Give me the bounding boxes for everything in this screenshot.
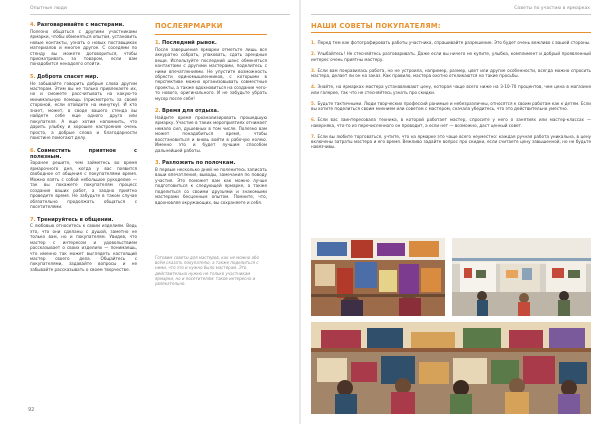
section-number: 2.	[155, 108, 161, 115]
section-number: 5.	[30, 73, 36, 80]
fair-stand-photo	[311, 238, 445, 316]
section-title: Тренируйтесь в общении.	[36, 216, 114, 223]
section-number: 6.	[30, 147, 36, 154]
section-title: Разложить по полочкам.	[161, 160, 236, 167]
section-title: Время для отдыха.	[161, 108, 219, 115]
tips-rule	[311, 32, 591, 33]
fair-stand-photo-graphic	[311, 238, 445, 316]
tip-text: Если вам понравилась работа, но не устроила, например, размер, цвет или другие особенности, всегда можно спросить мастера, делает ли он на заказ. Как правило, мастера охотно откликаются на такие просьбы.	[311, 67, 591, 78]
tip-item	[311, 134, 591, 150]
tips-list	[311, 40, 591, 156]
header-rule	[30, 14, 290, 15]
tip-text: Перед тем как фотографировать работы участника, спрашивайте разрешение. Это будет очень вежливо с вашей стороны.	[317, 40, 591, 45]
section-body: Заранее решите, чем займетесь во время ярмарочного дня, когда у вас появится свободное от общения с покупателями время. Можно взять с собой небольшое рукоделие — так вы покажете покупателям процесс создания ваших работ, а заодно приятно проведете время. Не забудьте в таком случае обязательно продолжать общаться с посетителями.	[30, 160, 137, 210]
main-column	[30, 22, 137, 279]
sidebar-rule	[155, 34, 267, 35]
left-page	[0, 0, 299, 424]
section-body: Найдите время проанализировать прошедшую ярмарку. Участие в таких мероприятиях отнимает немало сил, душевных в том числе. Полезно вам может понадобиться время, чтобы восстановиться и вновь войти в рабочую колею. Именно это и будет лучшим способом дальнейшей работы.	[155, 114, 267, 153]
tip-text: Если вы любите торговаться, учтите, что на ярмарке это чаще всего неуместно: каждая ручная работа уникальна, в цену включены затраты мастера и его время. Вежливо задайте вопрос про скидки, если считаете цену завышенной, но не будьте навязчивы.	[311, 133, 591, 150]
header-rule	[311, 14, 591, 15]
right-page	[301, 0, 600, 424]
tip-number: 7.	[311, 133, 316, 139]
section	[30, 148, 137, 210]
running-head: Советы по участию в ярмарках	[514, 6, 590, 11]
section	[155, 40, 267, 101]
section-number: 1.	[155, 40, 161, 46]
section-title: Доброта спасет мир.	[36, 73, 99, 80]
section-title: Совместить приятное с полезным.	[30, 147, 137, 160]
fair-crowd-photo-graphic	[311, 322, 591, 414]
photo-caption: Готовим советы для мастеров, как не можно обо всём сказать покупателю, а также поделиться с ними, что это и нужно было мастерам. Это действительно нужно не только участникам ярмарки, но и посетителям: такое интересно и увлекательно.	[155, 255, 259, 287]
fair-hall-photo-graphic	[452, 238, 591, 316]
section-body: С любовью относитесь к своим изделиям. Ведь это, что они сделаны с душой, заметно не только вам, но и покупателям. Увидев, что мастер с интересом и удовольствием рассказывает о своих изделиях — понимаешь, что именно так может выглядеть настоящий мастер своего дела. Общайтесь с покупателями, задавайте вопросы и не забывайте рассказывать о своем творчестве.	[30, 223, 137, 272]
tips-title: НАШИ СОВЕТЫ ПОКУПАТЕЛЯМ:	[311, 22, 441, 30]
tip-item	[311, 51, 591, 62]
tip-text: Если вас заинтересовала техника, в которой работает мастер, спросите у него о занятиях или мастер-классах — наверняка, что-то из перечисленного он проводит, а если нет — возможно, даст ценный совет.	[311, 117, 591, 128]
section	[155, 160, 267, 205]
tip-text: Будьте тактичными. Люди творческих профессий ранимые и небезразличны, относятся к своим работам как к детям. Если вы хотите поделиться своим мнением или советом с мастером, сначала убедитесь, что это действительно уместно.	[311, 100, 591, 111]
tip-text: Улыбайтесь! Не стесняйтесь разговаривать. Даже если вы ничего не купите, улыбка, комплимент и добрый проявленный интерес очень приятны мастеру.	[311, 51, 591, 62]
tip-item	[311, 101, 591, 112]
tip-number: 1.	[311, 40, 316, 45]
tip-number: 6.	[311, 117, 316, 123]
running-head: Опытные люди	[30, 6, 67, 11]
section-body: В первые несколько дней не поленитесь записать ваши впечатления, выводы, замечания по поводу участия. Это поможет вам как можно лучше подготовиться к следующей ярмарке, а также поделиться со своими друзьями и знакомыми мастерами бесценным опытом. Помните, что, вдохновляя окружающих, вы сохраняете и себя.	[155, 166, 267, 205]
section-number: 4.	[30, 22, 36, 28]
section-body: После завершения ярмарки отметьте лишь все аккуратно собрать, упаковать, сдать арендные вещи. Используйте последний шанс обменяться контактами с другими мастерами, поделитесь с ними впечатлениями. Не упустите возможность обрести единомышленников, с которыми в перспективе можно организовывать совместные проекты, а также вдохновиться на создание чего-то нового, оригинального. И не забудьте убрать мусор после себя!	[155, 46, 267, 101]
tip-item	[311, 84, 591, 95]
section	[30, 22, 137, 67]
fair-hall-photo	[452, 238, 591, 316]
tip-item	[311, 117, 591, 128]
sidebar-column	[155, 22, 267, 212]
section-number: 3.	[155, 160, 161, 167]
section-body: Не забывайте говорить добрые слова другим мастерам. Этим вы не только привлекаете их, но и сможете рассчитывать на какую-то минимальную помощь (присмотреть за своей стороной, если отойдете на минутку). И кто знает, может, в своде вашего стенда вы найдете себе еще одного друга или покупателя. А еще хотим напомнить, что дарить улыбку и хорошее настроение очень просто, а добрые слова и благодарности поистине помогают делу.	[30, 80, 137, 141]
section-body: Полезно общаться с другими участниками ярмарки, чтобы обменяться опытом, установить новые контакты, узнать о новых поставщиках материалов и многое другое. С соседями по стенду вы можете договориться, чтобы присматривать за товаром, если вам понадобится ненадолго отойти.	[30, 28, 137, 67]
tip-item	[311, 68, 591, 79]
page-number: 92	[28, 407, 35, 413]
sidebar-title: ПОСЛЕЯРМАРКИ	[155, 22, 223, 30]
fair-crowd-photo	[311, 322, 591, 414]
section-title: Последний рывок.	[161, 40, 217, 46]
section-number: 7.	[30, 216, 36, 223]
section-title: Разговаривайте с мастерами.	[36, 22, 125, 28]
tip-item	[311, 40, 591, 45]
section	[30, 74, 137, 141]
tip-number: 5.	[311, 100, 316, 106]
tip-number: 3.	[311, 67, 316, 73]
section	[155, 108, 267, 153]
tip-number: 2.	[311, 51, 316, 57]
tip-text: Знайте, на ярмарках мастера устанавливают цену, которая чаще всего ниже на 3-10-70 процентов, чем цена в магазине или галерее, так что не стесняйтесь узнать про скидки.	[311, 84, 591, 95]
tip-number: 4.	[311, 84, 316, 90]
section	[30, 217, 137, 273]
